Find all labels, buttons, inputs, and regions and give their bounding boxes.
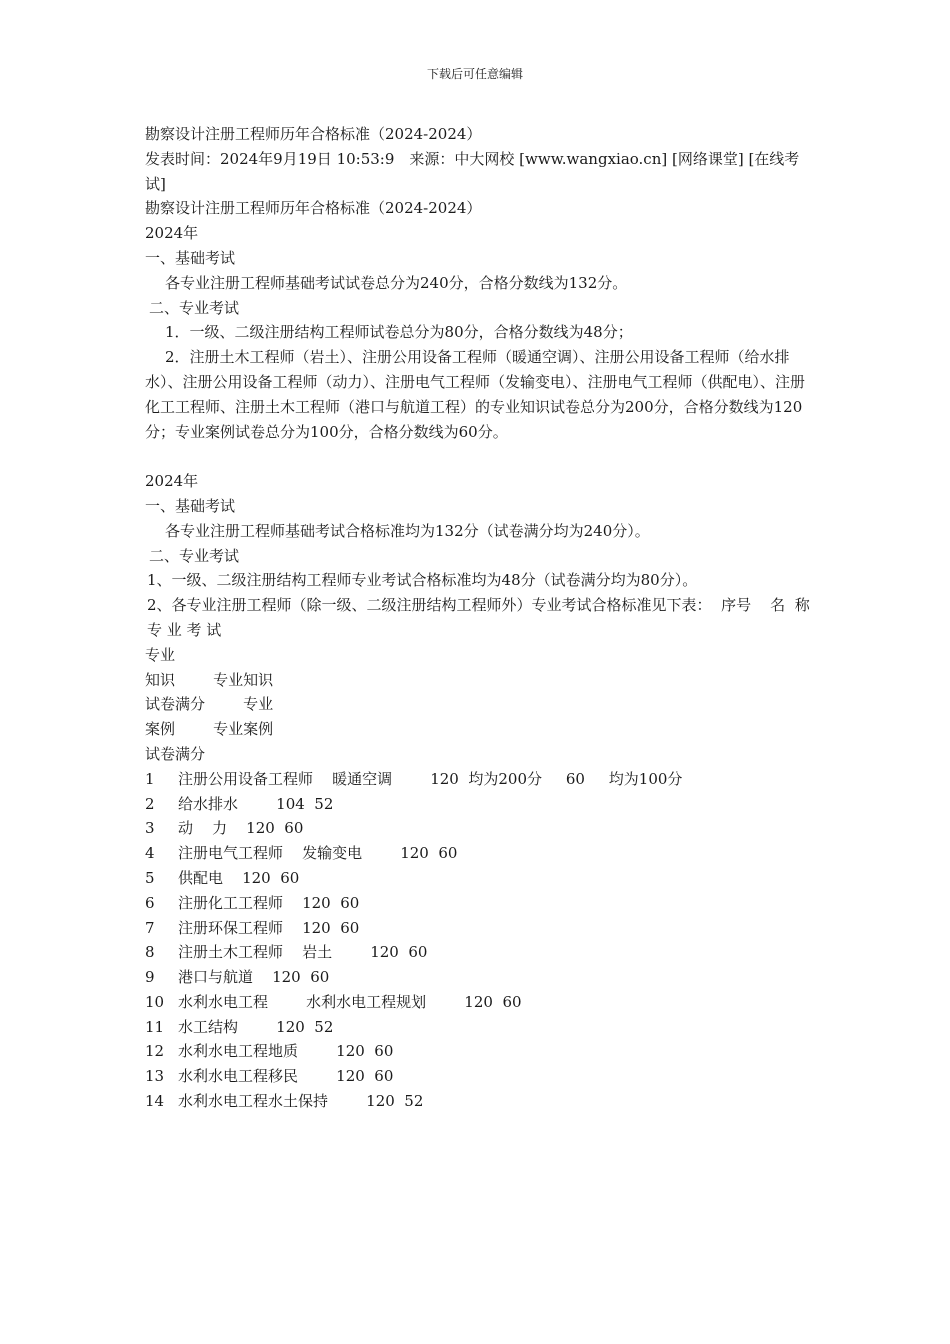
section2-basic-heading: 一、基础考试 [145, 496, 236, 515]
section2-basic-text: 各专业注册工程师基础考试合格标准均为132分（试卷满分均为240分）。 [165, 521, 650, 540]
row-text: 水利水电工程地质 120 60 [178, 1042, 394, 1061]
table-row [145, 792, 815, 817]
table-row [145, 1039, 815, 1064]
row-text: 水利水电工程水土保持 120 52 [178, 1092, 424, 1111]
section1-year: 2024年 [145, 224, 199, 243]
row-text: 水利水电工程 水利水电工程规划 120 60 [178, 992, 522, 1011]
doc-title: 勘察设计注册工程师历年合格标准（2024-2024） [145, 125, 482, 143]
row-text: 动 力 120 60 [178, 819, 304, 838]
header-note: 下载后可任意编辑 [426, 67, 523, 81]
section1-item1: 1．一级、二级注册结构工程师试卷总分为80分，合格分数线为48分； [165, 323, 633, 342]
row-number: 13 [145, 1067, 165, 1086]
row-text: 港口与航道 120 60 [178, 968, 330, 987]
row-number: 12 [145, 1042, 165, 1061]
repeat-title: 勘察设计注册工程师历年合格标准（2024-2024） [145, 199, 482, 218]
section1-basic-heading: 一、基础考试 [145, 248, 236, 267]
document-body [145, 122, 834, 1114]
section1-pro-heading: 二、专业考试 [149, 298, 240, 317]
table-header-line: 试卷满分 专业 [145, 695, 274, 714]
row-number: 6 [145, 893, 155, 912]
row-number: 8 [145, 943, 155, 962]
table-row [145, 990, 815, 1015]
table-row [145, 1064, 815, 1089]
table-row [145, 1015, 815, 1040]
row-number: 3 [145, 819, 155, 838]
row-text: 水工结构 120 52 [178, 1017, 334, 1036]
table-row [145, 940, 815, 965]
row-text: 注册公用设备工程师 暖通空调 120 均为200分 60 均为100分 [178, 769, 683, 788]
table-row [145, 841, 815, 866]
row-text: 供配电 120 60 [178, 868, 300, 887]
section2-item1: 1、一级、二级注册结构工程师专业考试合格标准均为48分（试卷满分均为80分）。 [147, 571, 698, 590]
table-row [145, 965, 815, 990]
row-number: 10 [145, 992, 165, 1011]
row-number: 2 [145, 794, 155, 813]
table-row [145, 916, 815, 941]
row-text: 注册环保工程师 120 60 [178, 918, 360, 937]
table-header-line: 试卷满分 [145, 744, 206, 763]
row-text: 水利水电工程移民 120 60 [178, 1067, 394, 1086]
table-row [145, 1089, 815, 1114]
section1-basic-text: 各专业注册工程师基础考试试卷总分为240分，合格分数线为132分。 [165, 273, 628, 292]
row-number: 1 [145, 769, 155, 788]
publish-info: 发表时间：2024年9月19日 10:53:9 来源：中大网校 [www.wangxiao.cn] [网络课堂] [在线考试] [145, 149, 800, 193]
table-header-line: 案例 专业案例 [145, 720, 274, 739]
row-number: 7 [145, 918, 155, 937]
table-row [145, 767, 815, 792]
row-text: 注册土木工程师 岩土 120 60 [178, 943, 428, 962]
table-header [145, 643, 815, 767]
row-number: 11 [145, 1017, 165, 1036]
section1-item2: 2．注册土木工程师（岩土）、注册公用设备工程师（暖通空调）、注册公用设备工程师（给水排水）、注册公用设备工程师（动力）、注册电气工程师（发输变电）、注册电气工程师（供配电）、注册化工工程师、注册土木工程师（港口与航道工程）的专业知识试卷总分为200分，合格分数线为120分；专业案例试卷总分为100分，合格分数线为60分。 [145, 348, 806, 441]
table-row [145, 891, 815, 916]
table-header-line: 知识 专业知识 [145, 670, 274, 689]
section2-year: 2024年 [145, 472, 199, 491]
row-text: 给水排水 104 52 [178, 794, 334, 813]
row-number: 5 [145, 868, 155, 887]
row-number: 14 [145, 1092, 165, 1111]
table-row [145, 816, 815, 841]
standards-table [145, 767, 815, 1114]
table-row [145, 866, 815, 891]
row-text: 注册化工工程师 120 60 [178, 893, 360, 912]
row-number: 4 [145, 844, 155, 863]
table-header-line: 专业 [145, 645, 176, 664]
section2-pro-heading: 二、专业考试 [149, 546, 240, 565]
section2-item2: 2、各专业注册工程师（除一级、二级注册结构工程师外）专业考试合格标准见下表： 序号 名 称 专 业 考 试 [147, 596, 834, 639]
row-text: 注册电气工程师 发输变电 120 60 [178, 844, 458, 863]
row-number: 9 [145, 968, 155, 987]
spacer [145, 444, 815, 469]
